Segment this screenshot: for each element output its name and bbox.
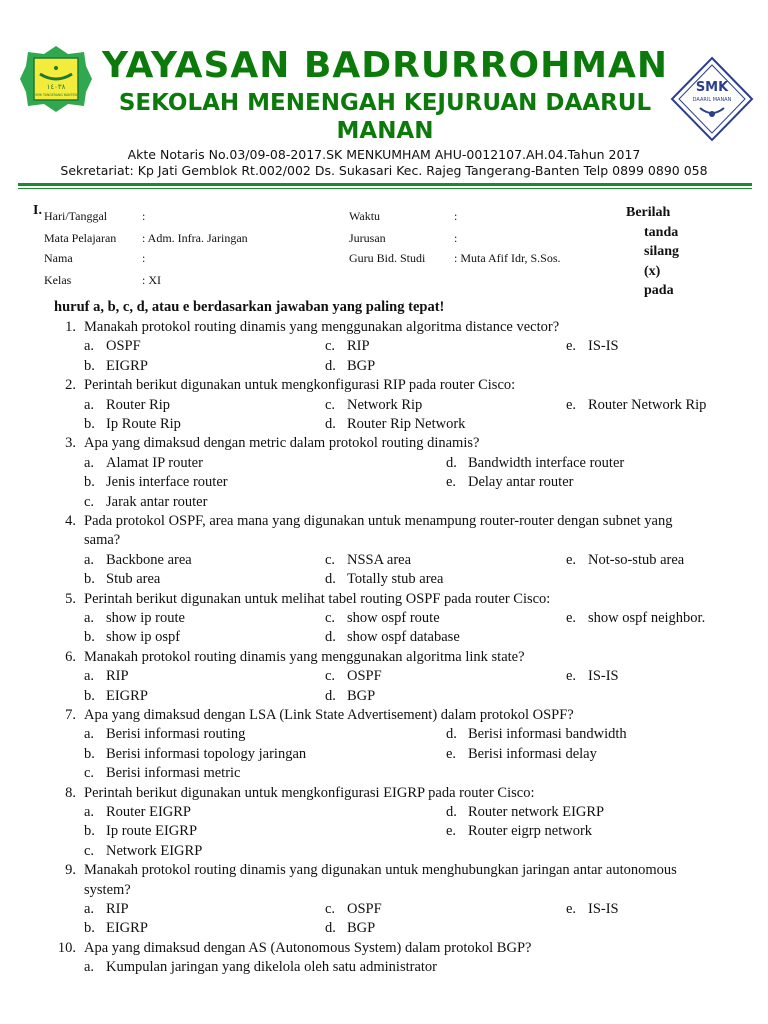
answer-option[interactable] xyxy=(84,551,192,569)
option-letter: b. xyxy=(84,823,95,840)
option-text: Router eigrp network xyxy=(468,823,593,840)
option-letter: a. xyxy=(84,668,95,685)
info-value-date: : xyxy=(142,209,146,223)
option-text: BGP xyxy=(347,357,376,374)
header-rule-thin xyxy=(18,188,752,189)
secretariat-line: Sekretariat: Kp Jati Gemblok Rt.002/002 Ds. Sukasari Kec. Rajeg Tangerang-Banten Telp 0899 0890 058 xyxy=(60,163,708,178)
option-letter: d. xyxy=(446,804,457,820)
option-letter: d. xyxy=(325,357,336,374)
option-text: OSPF xyxy=(347,668,382,685)
option-letter: e. xyxy=(446,745,457,762)
option-letter: b. xyxy=(84,687,95,704)
option-text: show ip route xyxy=(106,610,185,626)
question-number: 5. xyxy=(65,590,76,607)
answer-option[interactable] xyxy=(566,337,619,355)
option-text: RIP xyxy=(106,668,129,685)
option-letter: d. xyxy=(325,920,336,937)
info-value-time: : xyxy=(454,209,458,223)
answer-option[interactable] xyxy=(325,919,375,937)
question-number: 8. xyxy=(65,784,76,801)
option-letter: e. xyxy=(446,823,457,840)
answer-option[interactable] xyxy=(446,454,624,472)
question-text: Apa yang dimaksud dengan AS (Autonomous System) dalam protokol BGP? xyxy=(84,939,532,956)
option-text: show ip ospf xyxy=(106,629,181,646)
svg-text:DAARIL MANAN: DAARIL MANAN xyxy=(692,97,732,103)
question-text: sama? xyxy=(84,532,121,549)
question-number: 2. xyxy=(65,377,76,394)
question-number: 4. xyxy=(65,513,76,529)
answer-option[interactable] xyxy=(325,396,422,414)
option-text: Router Network Rip xyxy=(588,396,707,413)
option-text: Berisi informasi topology jaringan xyxy=(106,745,307,762)
answer-option[interactable] xyxy=(84,570,160,588)
answer-option[interactable] xyxy=(325,687,375,705)
option-text: show ospf route xyxy=(347,610,440,626)
option-letter: c. xyxy=(325,551,336,568)
answer-option[interactable] xyxy=(84,803,191,821)
option-text: Router EIGRP xyxy=(106,804,191,820)
option-text: show ospf neighbor. xyxy=(588,610,706,626)
question-text: Manakah protokol routing dinamis yang menggunakan algoritma link state? xyxy=(84,648,525,665)
option-text: Berisi informasi metric xyxy=(106,765,241,782)
option-letter: e. xyxy=(566,901,577,917)
option-letter: a. xyxy=(84,551,95,568)
option-letter: e. xyxy=(566,668,577,685)
answer-option[interactable] xyxy=(446,473,573,491)
info-value-name: : xyxy=(142,251,146,265)
answer-option[interactable] xyxy=(84,919,148,937)
option-text: EIGRP xyxy=(106,920,148,937)
answer-option[interactable] xyxy=(84,357,148,375)
option-letter: e. xyxy=(566,338,577,355)
answer-option[interactable] xyxy=(566,609,705,627)
answer-option[interactable] xyxy=(84,725,245,743)
header-rule-thick xyxy=(18,183,752,186)
answer-option[interactable] xyxy=(84,473,228,491)
option-letter: b. xyxy=(84,474,95,491)
answer-option[interactable] xyxy=(84,667,129,685)
option-letter: e. xyxy=(566,396,577,413)
answer-option[interactable] xyxy=(84,745,306,763)
answer-option[interactable] xyxy=(325,628,460,646)
instruction-side-note: Berilah tanda silang (x) pada xyxy=(626,205,680,298)
question-text: Perintah berikut digunakan untuk melihat tabel routing OSPF pada router Cisco: xyxy=(84,590,551,607)
option-letter: c. xyxy=(325,668,336,685)
option-letter: b. xyxy=(84,416,95,432)
answer-option[interactable] xyxy=(566,551,684,569)
option-text: RIP xyxy=(347,338,370,355)
option-text: Totally stub area xyxy=(347,571,444,588)
answer-option[interactable] xyxy=(84,822,197,840)
answer-option[interactable] xyxy=(84,900,129,918)
option-text: Ip route EIGRP xyxy=(106,823,198,840)
option-letter: d. xyxy=(325,571,336,588)
option-text: Jenis interface router xyxy=(106,474,228,491)
question-number: 7. xyxy=(65,707,76,723)
option-letter: c. xyxy=(84,765,95,782)
answer-option[interactable] xyxy=(566,900,619,918)
option-letter: e. xyxy=(566,551,577,568)
option-letter: a. xyxy=(84,396,95,413)
answer-option[interactable] xyxy=(325,900,382,918)
option-letter: b. xyxy=(84,357,95,374)
answer-option[interactable] xyxy=(325,609,440,627)
answer-option[interactable] xyxy=(566,667,619,685)
page-title: YAYASAN BADRURROHMAN xyxy=(101,45,669,86)
answer-option[interactable] xyxy=(84,337,141,355)
option-letter: a. xyxy=(84,454,95,471)
option-letter: c. xyxy=(325,901,336,917)
question-number: 9. xyxy=(65,862,76,879)
option-text: Router Rip Network xyxy=(347,416,466,432)
option-text: RIP xyxy=(106,901,129,917)
info-label-class: Kelas xyxy=(44,273,72,287)
answer-option[interactable] xyxy=(84,628,180,646)
option-letter: e. xyxy=(566,610,577,626)
option-text: Stub area xyxy=(106,571,161,588)
option-letter: a. xyxy=(84,804,95,820)
question-number: 1. xyxy=(65,319,76,335)
option-text: IS-IS xyxy=(588,901,619,917)
option-text: Berisi informasi delay xyxy=(468,745,597,762)
option-text: Berisi informasi routing xyxy=(106,726,246,743)
option-text: Bandwidth interface router xyxy=(468,454,625,471)
svg-text:SMK: SMK xyxy=(695,80,729,95)
option-letter: b. xyxy=(84,745,95,762)
question-text: Manakah protokol routing dinamis yang digunakan untuk menghubungkan jaringan antar autonomous xyxy=(84,862,677,879)
answer-option[interactable] xyxy=(325,667,382,685)
option-text: Alamat IP router xyxy=(106,454,203,471)
option-text: IS-IS xyxy=(588,668,619,685)
answer-option[interactable] xyxy=(325,551,411,569)
info-label-name: Nama xyxy=(44,251,73,265)
notary-line: Akte Notaris No.03/09-08-2017.SK MENKUMHAM AHU-0012107.AH.04.Tahun 2017 xyxy=(127,147,641,162)
info-label-time: Waktu xyxy=(349,209,381,223)
option-letter: d. xyxy=(325,687,336,704)
option-text: Berisi informasi bandwidth xyxy=(468,726,627,743)
option-text: OSPF xyxy=(347,901,382,917)
answer-option[interactable] xyxy=(84,764,241,782)
section-number: I. xyxy=(33,203,42,218)
school-logo-right-icon xyxy=(670,56,754,142)
option-text: OSPF xyxy=(106,338,141,355)
option-text: EIGRP xyxy=(106,357,148,374)
option-text: NSSA area xyxy=(347,551,412,568)
answer-option[interactable] xyxy=(84,842,202,860)
question-text: Manakah protokol routing dinamis yang menggunakan algoritma distance vector? xyxy=(84,319,560,335)
info-value-class: : XI xyxy=(142,273,161,287)
option-text: Router Rip xyxy=(106,396,171,413)
answer-option[interactable] xyxy=(446,725,627,743)
option-text: EIGRP xyxy=(106,687,148,704)
option-letter: b. xyxy=(84,571,95,588)
answer-option[interactable] xyxy=(84,454,203,472)
option-text: IS-IS xyxy=(588,338,619,355)
question-number: 6. xyxy=(65,648,76,665)
option-letter: a. xyxy=(84,901,95,917)
option-text: show ospf database xyxy=(347,629,460,646)
info-label-teacher: Guru Bid. Studi xyxy=(349,251,426,265)
answer-option[interactable] xyxy=(325,570,443,588)
option-text: BGP xyxy=(347,920,376,937)
option-letter: c. xyxy=(325,338,336,355)
option-letter: c. xyxy=(325,610,336,626)
info-label-subject: Mata Pelajaran xyxy=(44,231,117,245)
answer-option[interactable] xyxy=(446,803,604,821)
question-text: system? xyxy=(84,881,131,898)
answer-option[interactable] xyxy=(84,415,181,433)
school-name: SEKOLAH MENENGAH KEJURUAN DAARUL MANAN xyxy=(118,90,652,144)
option-text: Router network EIGRP xyxy=(468,804,605,820)
option-text: Ip Route Rip xyxy=(106,416,181,432)
answer-option[interactable] xyxy=(566,396,706,414)
option-letter: d. xyxy=(325,629,336,646)
answer-option[interactable] xyxy=(446,745,597,763)
option-text: Backbone area xyxy=(106,551,192,568)
question-text: Perintah berikut digunakan untuk mengkonfigurasi EIGRP pada router Cisco: xyxy=(84,784,535,801)
info-value-subject: : Adm. Infra. Jaringan xyxy=(142,231,248,245)
answer-option[interactable] xyxy=(84,493,207,511)
svg-text:١٤٠٣٨: ١٤٠٣٨ xyxy=(46,83,66,91)
option-letter: e. xyxy=(446,474,457,491)
option-letter: d. xyxy=(325,416,336,432)
answer-option[interactable] xyxy=(84,958,437,976)
option-letter: c. xyxy=(84,493,95,510)
answer-option[interactable] xyxy=(325,357,375,375)
question-text: Apa yang dimaksud dengan metric dalam protokol routing dinamis? xyxy=(84,435,480,452)
option-letter: a. xyxy=(84,338,95,355)
school-logo-left-icon xyxy=(18,44,94,114)
option-text: BGP xyxy=(347,687,376,704)
option-letter: c. xyxy=(325,396,336,413)
answer-option[interactable] xyxy=(84,609,185,627)
info-value-teacher: : Muta Afif Idr, S.Sos. xyxy=(454,251,561,265)
answer-option[interactable] xyxy=(84,396,170,414)
question-text: Apa yang dimaksud dengan LSA (Link State Advertisement) dalam protokol OSPF? xyxy=(84,707,574,723)
info-label-major: Jurusan xyxy=(349,231,386,245)
option-text: Network Rip xyxy=(347,396,423,413)
option-letter: d. xyxy=(446,726,457,743)
question-number: 10. xyxy=(57,939,76,956)
option-text: Delay antar router xyxy=(468,474,574,491)
info-label-date: Hari/Tanggal xyxy=(44,209,108,223)
info-value-major: : xyxy=(454,231,458,245)
option-letter: a. xyxy=(84,726,95,743)
option-letter: a. xyxy=(84,959,95,976)
option-text: Kumpulan jaringan yang dikelola oleh satu administrator xyxy=(106,959,438,976)
option-text: Network EIGRP xyxy=(106,842,203,859)
option-text: Jarak antar router xyxy=(106,493,208,510)
question-number: 3. xyxy=(65,435,76,452)
answer-option[interactable] xyxy=(446,822,592,840)
option-letter: d. xyxy=(446,454,457,471)
instruction-text: huruf a, b, c, d, atau e berdasarkan jawaban yang paling tepat! xyxy=(54,299,445,315)
answer-option[interactable] xyxy=(325,415,465,433)
answer-option[interactable] xyxy=(325,337,370,355)
answer-option[interactable] xyxy=(84,687,148,705)
option-text: Not-so-stub area xyxy=(588,551,685,568)
svg-text:SMK TANGERANG BANTEN: SMK TANGERANG BANTEN xyxy=(35,93,77,97)
option-letter: a. xyxy=(84,610,95,626)
question-text: Pada protokol OSPF, area mana yang digunakan untuk menampung router-router dengan subnet yang xyxy=(84,513,673,529)
option-letter: b. xyxy=(84,629,95,646)
option-letter: b. xyxy=(84,920,95,937)
option-letter: c. xyxy=(84,842,95,859)
question-text: Perintah berikut digunakan untuk mengkonfigurasi RIP pada router Cisco: xyxy=(84,377,516,394)
